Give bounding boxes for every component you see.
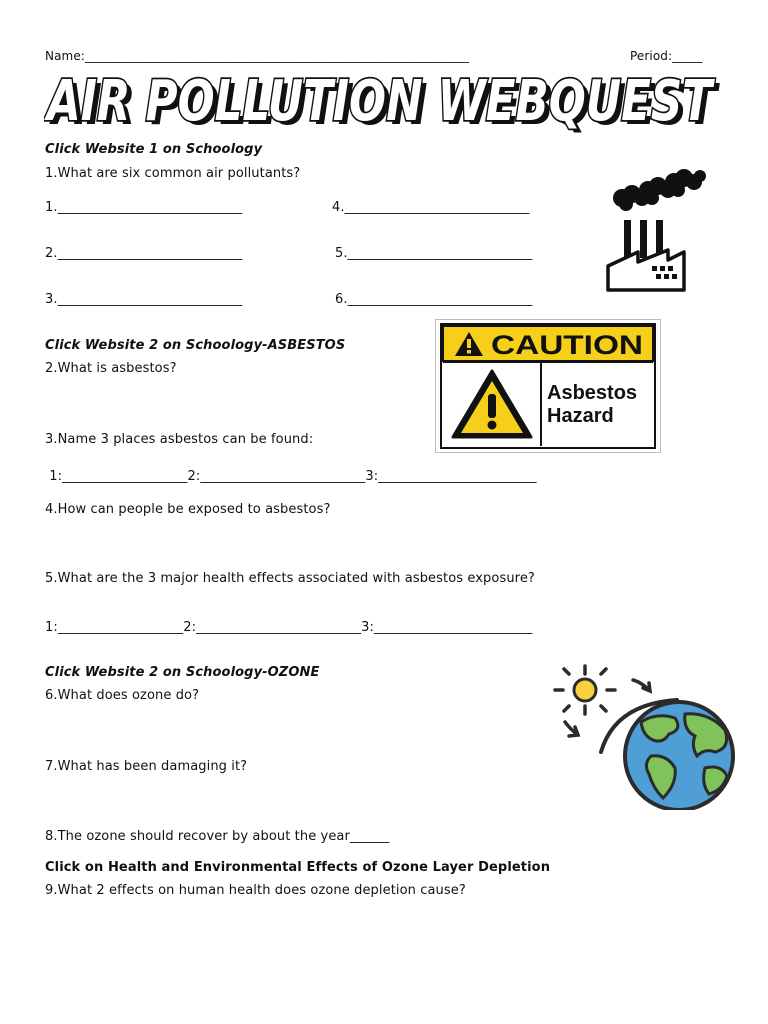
question-1: 1.What are six common air pollutants?: [45, 166, 301, 181]
question-9: 9.What 2 effects on human health does ozone depletion cause?: [45, 883, 466, 898]
worksheet-title: [44, 66, 728, 134]
website2-ozone-instruction: Click Website 2 on Schoology-OZONE: [45, 665, 320, 680]
asbestos-caution-sign: [435, 319, 661, 453]
question-6: 6.What does ozone do?: [45, 688, 200, 703]
sun-earth-icon: [545, 660, 747, 810]
name-line[interactable]: Name:_______________________________________________________________: [45, 49, 470, 63]
caution-line2: Hazard: [547, 405, 614, 427]
question-3: 3.Name 3 places asbestos can be found:: [45, 432, 314, 447]
caution-line1: Asbestos: [547, 382, 638, 404]
answer-blank-3[interactable]: 3.____________________________: [45, 292, 243, 307]
question-2: 2.What is asbestos?: [45, 361, 177, 376]
answer-blank-4[interactable]: 4.____________________________: [332, 200, 530, 215]
answer-blank-2[interactable]: 2.____________________________: [45, 246, 243, 261]
website1-instruction: Click Website 1 on Schoology: [45, 142, 263, 157]
title-shadow: AIR POLLUTION WEBQUEST: [48, 73, 720, 134]
title-text: AIR POLLUTION WEBQUEST: [44, 69, 715, 134]
question-5: 5.What are the 3 major health effects associated with asbestos exposure?: [45, 571, 535, 586]
answer-blank-5[interactable]: 5.____________________________: [335, 246, 533, 261]
period-line[interactable]: Period:_____: [630, 49, 703, 63]
website2-asbestos-instruction: Click Website 2 on Schoology-ASBESTOS: [45, 338, 346, 353]
question-8: 8.The ozone should recover by about the year______: [45, 829, 390, 844]
question-3-blanks[interactable]: 1:___________________2:_________________________3:________________________: [45, 469, 537, 484]
question-4: 4.How can people be exposed to asbestos?: [45, 502, 331, 517]
health-effects-instruction: Click on Health and Environmental Effects of Ozone Layer Depletion: [45, 860, 551, 875]
question-7: 7.What has been damaging it?: [45, 759, 248, 774]
answer-blank-6[interactable]: 6.____________________________: [335, 292, 533, 307]
question-5-blanks[interactable]: 1:___________________2:_________________________3:________________________: [45, 620, 533, 635]
factory-icon: [604, 168, 708, 294]
answer-blank-1[interactable]: 1.____________________________: [45, 200, 243, 215]
caution-header-text: CAUTION: [491, 330, 643, 360]
